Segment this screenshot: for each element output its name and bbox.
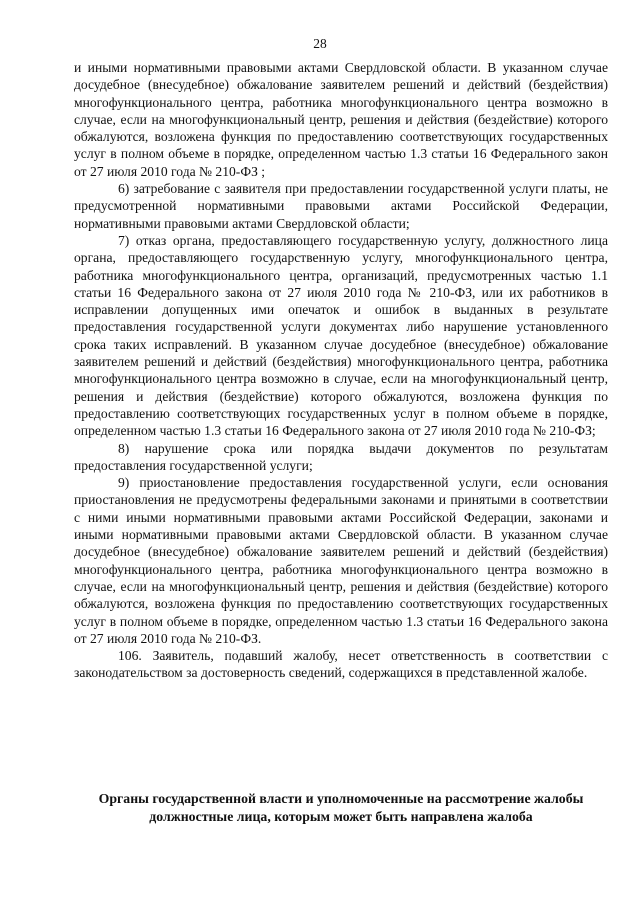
document-body [74,59,608,682]
paragraph-106: 106. Заявитель, подавший жалобу, несет ответственность в соответствии с законодательством за достоверность сведений, содержащихся в представленной жалобе. [74,648,608,681]
paragraph-item-7: 7) отказ органа, предоставляющего государственную услугу, должностного лица органа, предоставляющего государственную услугу, многофункционального центра, работника многофункционального центра, организаций, предусмотренных частью 1.1 статьи 16 Федерального закона от 27 июля 2010 года № 210-ФЗ, или их работников в исправлении допущенных ими опечаток и ошибок в выданных в результате предоставления государственной услуги документах либо нарушение установленного срока таких исправлений. В указанном случае досудебное (внесудебное) обжалование заявителем решений и действий (бездействия) многофункционального центра, работника многофункционального центра возможно в случае, если на многофункциональный центр, решения и действия (бездействие) которого обжалуются, возложена функция по предоставлению соответствующих государственных услуг в полном объеме в порядке, определенном частью 1.3 статьи 16 Федерального закона от 27 июля 2010 года № 210-ФЗ; [74,232,608,439]
paragraph-item-9: 9) приостановление предоставления государственной услуги, если основания приостановления не предусмотрены федеральными законами и принятыми в соответствии с ними иными нормативными правовыми актами Российской Федерации, законами и иными нормативными правовыми актами Свердловской области. В указанном случае досудебное (внесудебное) обжалование заявителем решений и действий (бездействия) многофункционального центра, работника многофункционального центра возможно в случае, если на многофункциональный центр, решения и действия (бездействие) которого обжалуются, возложена функция по предоставлению соответствующих государственных услуг в полном объеме в порядке, определенном частью 1.3 статьи 16 Федерального закона от 27 июля 2010 года № 210-ФЗ. [74,475,608,646]
paragraph-continuation: и иными нормативными правовыми актами Свердловской области. В указанном случае досудебное (внесудебное) обжалование заявителем решений и действий (бездействия) многофункционального центра, работника многофункционального центра возможно в случае, если на многофункциональный центр, решения и действия (бездействие) которого обжалуются, возложена функция по предоставлению соответствующих государственных услуг в полном объеме в порядке, определенном частью 1.3 статьи 16 Федерального закон от 27 июля 2010 года № 210-ФЗ ; [74,60,608,179]
section-heading [74,790,608,825]
paragraph-item-6: 6) затребование с заявителя при предоставлении государственной услуги платы, не предусмотренной нормативными правовыми актами Российской Федерации, нормативными правовыми актами Свердловской области; [74,181,608,231]
paragraph-item-8: 8) нарушение срока или порядка выдачи документов по результатам предоставления государственной услуги; [74,440,608,473]
page-number: 28 [313,36,327,51]
section-heading-line-2: должностные лица, которым может быть направлена жалоба [149,808,533,824]
section-heading-line-1: Органы государственной власти и уполномоченные на рассмотрение жалобы [98,791,584,806]
